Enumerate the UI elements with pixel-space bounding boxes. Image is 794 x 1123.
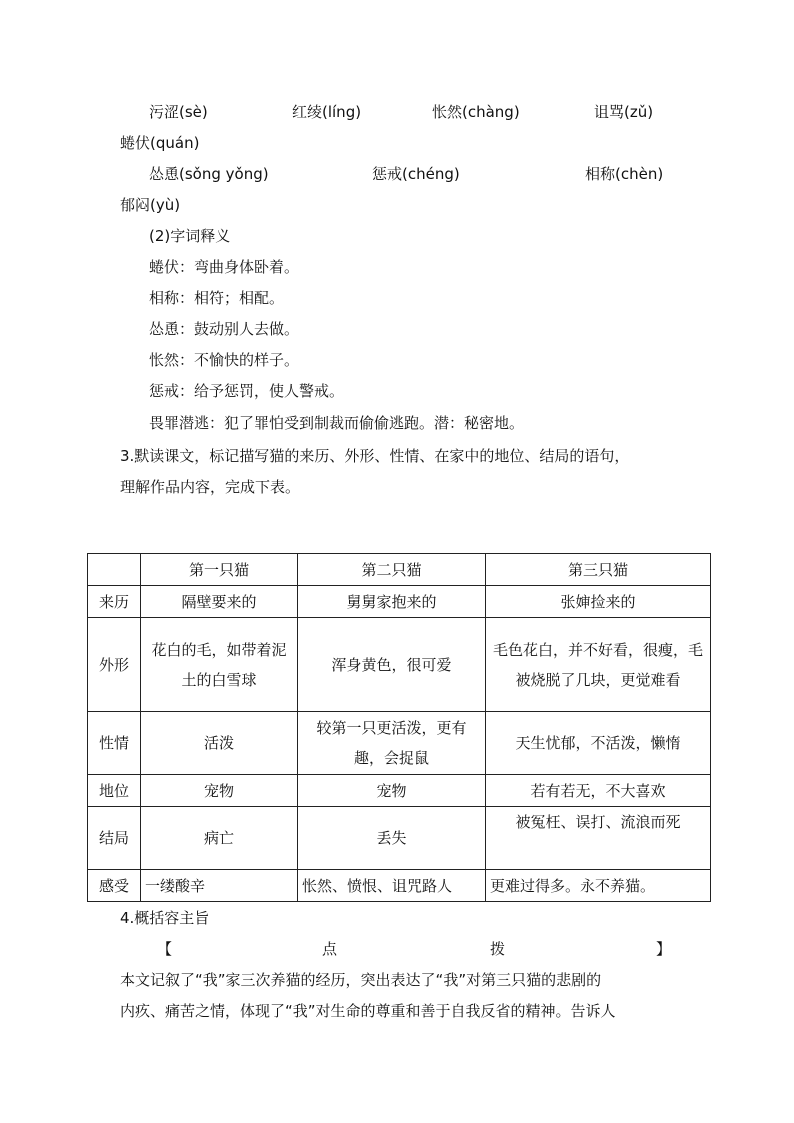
table-header-row	[88, 554, 711, 586]
table-cell: 活泼	[141, 712, 298, 775]
table-cell: 怅然、愤恨、诅咒路人	[298, 870, 486, 902]
table-row	[88, 775, 711, 807]
bracket-right: 】	[656, 940, 672, 958]
table-row	[88, 712, 711, 775]
task3-line: 理解作品内容，完成下表。	[120, 478, 301, 496]
table-header-cell: 第二只猫	[298, 554, 486, 586]
pron-item: 怂恿(sǒng yǒng)	[149, 165, 269, 183]
pron-item: 相称(chèn)	[585, 165, 664, 183]
row-label: 性情	[88, 712, 141, 775]
table-cell: 花白的毛，如带着泥土的白雪球	[141, 618, 298, 712]
pron-item: 惩戒(chéng)	[372, 165, 460, 183]
row-label: 来历	[88, 586, 141, 618]
table-row	[88, 807, 711, 870]
row-label: 结局	[88, 807, 141, 870]
row-label: 地位	[88, 775, 141, 807]
table-cell: 病亡	[141, 807, 298, 870]
table-cell: 被冤枉、误打、流浪而死	[486, 807, 711, 870]
table-cell: 一缕酸辛	[141, 870, 298, 902]
table-header-cell: 第一只猫	[141, 554, 298, 586]
table-cell: 舅舅家抱来的	[298, 586, 486, 618]
definition-item: 畏罪潜逃：犯了罪怕受到制裁而偷偷逃跑。潜：秘密地。	[149, 414, 525, 432]
summary-line: 本文记叙了“我”家三次养猫的经历，突出表达了“我”对第三只猫的悲剧的	[120, 971, 602, 989]
cat-comparison-table	[87, 553, 711, 902]
table-row	[88, 870, 711, 902]
table-cell: 隔壁要来的	[141, 586, 298, 618]
table-header-cell: 第三只猫	[486, 554, 711, 586]
table-cell: 毛色花白，并不好看，很瘦，毛被烧脱了几块，更觉难看	[486, 618, 711, 712]
definition-item: 怂恿：鼓动别人去做。	[149, 320, 300, 338]
pron-item: 郁闷(yù)	[120, 196, 181, 214]
table-cell: 宠物	[298, 775, 486, 807]
summary-line: 内疚、痛苦之情，体现了“我”对生命的尊重和善于自我反省的精神。告诉人	[120, 1002, 616, 1020]
section-title-char: 点	[322, 940, 338, 958]
pron-item: 红绫(líng)	[292, 103, 362, 121]
bracket-left: 【	[157, 940, 173, 958]
table-cell: 天生忧郁，不活泼，懒惰	[486, 712, 711, 775]
table-row	[88, 586, 711, 618]
task4-heading: 4.概括容主旨	[120, 909, 210, 927]
table-cell: 较第一只更活泼，更有趣，会捉鼠	[298, 712, 486, 775]
pron-item: 怅然(chàng)	[432, 103, 520, 121]
definition-item: 惩戒：给予惩罚，使人警戒。	[149, 382, 345, 400]
table-cell: 浑身黄色，很可爱	[298, 618, 486, 712]
table-cell: 宠物	[141, 775, 298, 807]
definitions-heading: (2)字词释义	[149, 227, 231, 245]
pron-item: 污涩(sè)	[149, 103, 208, 121]
row-label: 外形	[88, 618, 141, 712]
task3-line: 3.默读课文，标记描写猫的来历、外形、性情、在家中的地位、结局的语句，	[120, 447, 630, 465]
table-cell: 张婶捡来的	[486, 586, 711, 618]
definition-item: 相称：相符；相配。	[149, 289, 285, 307]
pron-item: 诅骂(zǔ)	[594, 103, 654, 121]
pron-item: 蜷伏(quán)	[120, 134, 200, 152]
definition-item: 怅然：不愉快的样子。	[149, 351, 300, 369]
table-cell: 丢失	[298, 807, 486, 870]
definition-item: 蜷伏：弯曲身体卧着。	[149, 258, 300, 276]
row-label: 感受	[88, 870, 141, 902]
table-header-cell	[88, 554, 141, 586]
table-cell: 若有若无，不大喜欢	[486, 775, 711, 807]
table-row	[88, 618, 711, 712]
table-cell: 更难过得多。永不养猫。	[486, 870, 711, 902]
section-title-char: 拨	[490, 940, 506, 958]
